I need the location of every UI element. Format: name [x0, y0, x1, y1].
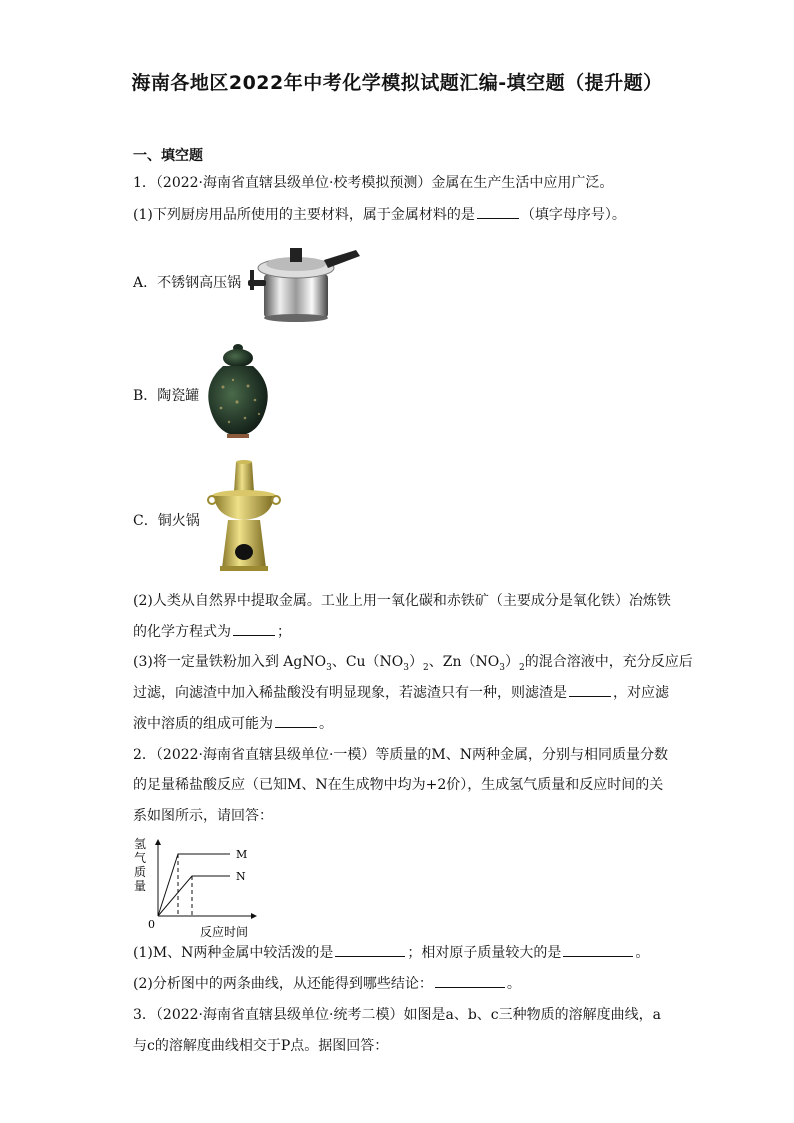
q1-part3-text: 液中溶质的组成可能为	[133, 716, 273, 732]
section-heading: 一、填空题	[133, 148, 203, 164]
answer-blank[interactable]	[275, 715, 317, 728]
q1-part3-seg: 、Zn（NO	[428, 654, 500, 670]
option-c: C．铜火锅	[133, 513, 200, 529]
hydrogen-graph	[130, 836, 260, 940]
copper-hotpot-icon	[206, 456, 282, 574]
q3-line1: 3．（2022·海南省直辖县级单位·统考二模）如图是a、b、c三种物质的溶解度曲线，a	[133, 1007, 661, 1023]
y-label-2: 气	[134, 851, 147, 865]
answer-blank[interactable]	[569, 684, 611, 697]
q1-part3-line1	[133, 651, 693, 673]
q3-line2: 与c的溶解度曲线相交于P点。据图回答：	[133, 1038, 389, 1054]
q1-part3-seg: 的混合溶液中，充分反应后	[524, 654, 693, 670]
series-m-label: M	[236, 848, 248, 861]
q1-part3-tail: 。	[319, 716, 333, 732]
subscript: 2	[518, 662, 525, 673]
q1-part1	[133, 204, 626, 224]
x-axis-label: 反应时间	[200, 925, 249, 939]
option-b: B．陶瓷罐	[133, 388, 200, 404]
q2-part1-tail: 。	[635, 945, 650, 961]
q2-part1-mid: ；相对原子质量较大的是	[407, 945, 562, 961]
subscript: 3	[499, 662, 505, 673]
q1-part2-text: 的化学方程式为	[133, 624, 231, 640]
q1-part3-seg: 、Cu（NO	[331, 654, 404, 670]
q1-part3-seg: (3)将一定量铁粉加入到 AgNO	[133, 654, 327, 670]
q2-line3: 系如图所示，请回答：	[133, 808, 273, 824]
q2-part1-text: (1)M、N两种金属中较活泼的是	[133, 945, 334, 961]
page-title: 海南各地区2022年中考化学模拟试题汇编-填空题（提升题）	[131, 72, 663, 94]
q1-part3-seg: ）	[409, 654, 424, 670]
q2-line1: 2．（2022·海南省直辖县级单位·一模）等质量的M、N两种金属，分别与相同质量分数	[133, 747, 669, 763]
q2-line2: 的足量稀盐酸反应（已知M、N在生成物中均为+2价），生成氢气质量和反应时间的关	[133, 777, 664, 793]
q1-part2-line2	[133, 621, 291, 641]
answer-blank[interactable]	[233, 623, 275, 636]
pressure-cooker-icon	[244, 238, 362, 324]
answer-blank[interactable]	[435, 975, 505, 988]
q1-part3-line3	[133, 713, 333, 733]
q2-part2-tail: 。	[506, 976, 521, 992]
q2-part2	[133, 973, 521, 993]
origin-label: 0	[148, 918, 155, 931]
q1-part3-text: 过滤，向滤渣中加入稀盐酸没有明显现象，若滤渣只有一种，则滤渣是	[133, 685, 567, 701]
q1-part2-tail: ；	[277, 624, 291, 640]
q2-part2-text: (2)分析图中的两条曲线，从还能得到哪些结论：	[133, 976, 433, 992]
q1-stem: 1．（2022·海南省直辖县级单位·校考模拟预测）金属在生产生活中应用广泛。	[133, 175, 614, 191]
q2-part1	[133, 942, 649, 962]
q1-part2-line1: (2)人类从自然界中提取金属。工业上用一氧化碳和赤铁矿（主要成分是氧化铁）冶炼铁	[133, 593, 671, 609]
option-a: A．不锈钢高压锅	[133, 275, 242, 291]
subscript: 3	[326, 662, 332, 673]
series-n-label: N	[236, 870, 246, 883]
answer-blank[interactable]	[477, 206, 519, 219]
q1-part3-line2	[133, 682, 669, 702]
y-label-4: 量	[134, 879, 147, 893]
subscript: 3	[403, 662, 410, 673]
answer-blank[interactable]	[335, 944, 405, 957]
q1-part1-tail: （填字母序号）。	[520, 207, 626, 223]
ceramic-jar-icon	[203, 342, 273, 442]
q1-part3-seg: ）	[504, 654, 519, 670]
q1-part3-tail: ，对应滤	[613, 685, 669, 701]
y-label-1: 氢	[134, 837, 147, 851]
y-label-3: 质	[134, 865, 147, 879]
subscript: 2	[423, 662, 429, 673]
answer-blank[interactable]	[563, 944, 633, 957]
curve-m	[158, 854, 230, 916]
q1-part1-text: (1)下列厨房用品所使用的主要材料，属于金属材料的是	[133, 207, 475, 223]
